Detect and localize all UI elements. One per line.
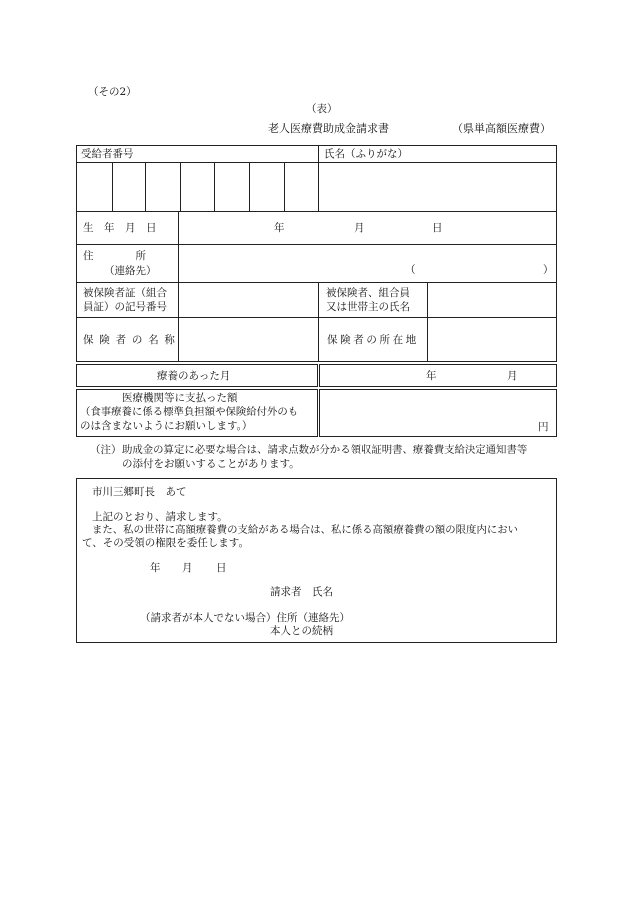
insured-person-name-field[interactable] (428, 283, 556, 317)
insurer-name-field[interactable] (179, 318, 318, 361)
form-title: 老人医療費助成金請求書 (268, 122, 389, 135)
declaration-addressee: 市川三郷町長 あて (92, 486, 187, 498)
declaration-line-1: 上記のとおり、請求します。 (92, 511, 228, 523)
birthdate-label: 生 年 月 日 (83, 222, 157, 234)
insurer-name-label: 保険者の名称 (83, 334, 181, 346)
insured-card-number-field[interactable] (179, 283, 318, 317)
declaration-line-3: て、その受領の権限を委任します。 (82, 537, 249, 549)
recipient-number-digit-7[interactable] (285, 163, 318, 210)
paid-amount-field[interactable] (319, 389, 557, 437)
recipient-number-digit-6[interactable] (250, 163, 284, 210)
address-phone-paren-open: （ (405, 264, 416, 276)
form-subtitle: （県単高額医療費） (452, 122, 551, 135)
side-label: （表） (306, 103, 338, 115)
insurer-address-field[interactable] (428, 318, 556, 361)
address-phone-paren-close: ） (543, 264, 554, 276)
declaration-year-unit: 年 (150, 562, 161, 574)
declaration-date-field[interactable] (140, 558, 240, 578)
treatment-month-label: 療養のあった月 (157, 370, 231, 382)
note-line-2: の添付をお願いすることがあります。 (122, 458, 300, 470)
insured-person-label-line1: 被保険者、組合員 (326, 287, 410, 299)
currency-unit-yen: 円 (538, 421, 549, 433)
declaration-day-unit: 日 (216, 562, 227, 574)
note-line-1: 助成金の算定に必要な場合は、請求点数が分かる領収証明書、療養費支給決定通知書等 (122, 444, 528, 456)
paid-amount-label-line2: （食事療養に係る標準負担額や保険給付外のも (80, 406, 299, 418)
address-contact-label: （連絡先） (104, 265, 157, 277)
birthdate-field[interactable] (179, 212, 556, 244)
note-prefix: （注） (90, 444, 122, 456)
treatment-month-field[interactable] (319, 364, 557, 387)
name-field[interactable] (319, 163, 556, 210)
treatment-year-unit: 年 (426, 370, 437, 382)
claimant-name-field[interactable] (338, 582, 548, 602)
declaration-month-unit: 月 (182, 562, 193, 574)
address-field[interactable] (179, 245, 556, 282)
treatment-month-unit: 月 (507, 370, 518, 382)
recipient-number-digit-5[interactable] (215, 163, 249, 210)
insured-card-label-line2: 員証）の記号番号 (83, 301, 167, 313)
recipient-number-digit-3[interactable] (146, 163, 180, 210)
recipient-number-digit-1[interactable] (77, 163, 112, 210)
recipient-number-digit-2[interactable] (113, 163, 145, 210)
name-furigana-label: 氏名（ふりがな） (324, 148, 408, 160)
insured-card-label-line1: 被保険者証（組合 (83, 287, 167, 299)
birth-year-unit: 年 (274, 222, 285, 234)
proxy-address-label: （請求者が本人でない場合）住所（連絡先） (140, 612, 350, 624)
paid-amount-label-line1: 医療機関等に支払った額 (122, 392, 238, 404)
declaration-line-2: また、私の世帯に高額療養費の支給がある場合は、私に係る高額療養費の額の限度内におい (92, 524, 519, 536)
claimant-name-label: 請求者 氏名 (270, 586, 333, 598)
insurer-address-label: 保険者の所在地 (327, 334, 419, 346)
sheet-number: （その2） (88, 86, 137, 98)
insured-person-label-line2: 又は世帯主の氏名 (326, 301, 410, 313)
recipient-number-label: 受給者番号 (81, 148, 134, 160)
relation-label: 本人との続柄 (270, 625, 333, 637)
recipient-number-digit-4[interactable] (181, 163, 214, 210)
birth-day-unit: 日 (432, 222, 443, 234)
paid-amount-label-line3: のは含まないようにお願いします。） (80, 420, 253, 432)
birth-month-unit: 月 (354, 222, 365, 234)
address-label: 住 所 (83, 250, 146, 262)
relation-field[interactable] (338, 622, 548, 640)
